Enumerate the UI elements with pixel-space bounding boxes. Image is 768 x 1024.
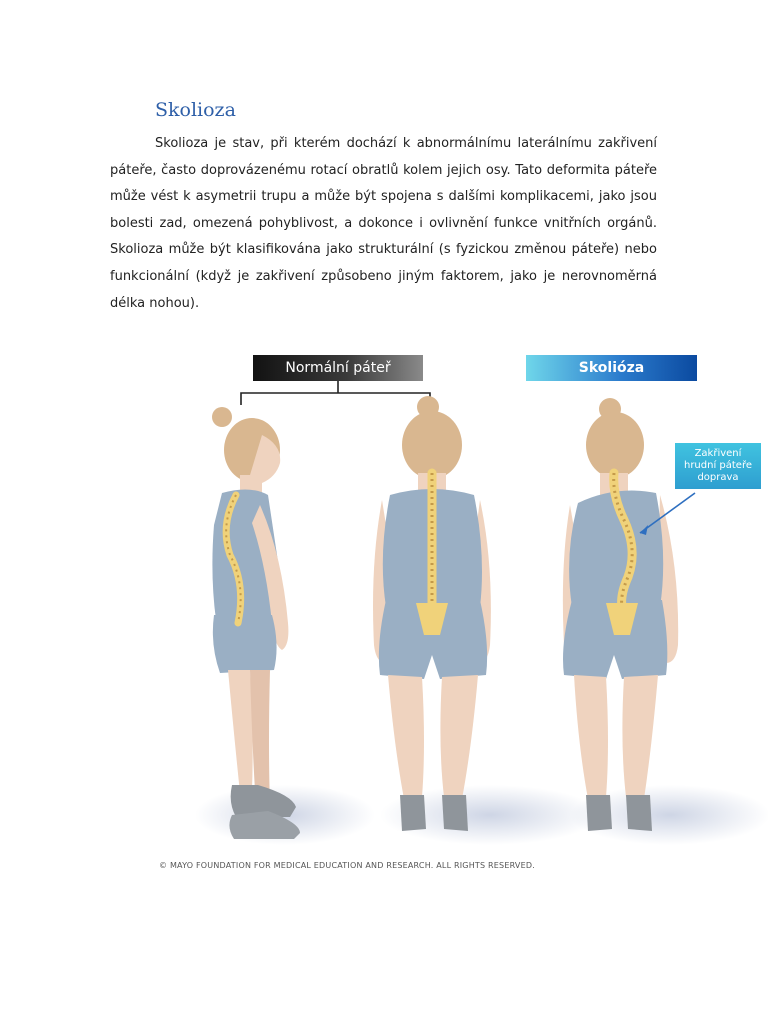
figures-artwork (150, 345, 768, 885)
spine-illustration (150, 345, 768, 885)
callout-thoracic-curve: Zakřivení hrudní páteře doprava (675, 443, 761, 489)
body-paragraph (110, 131, 657, 317)
label-scoliosis: Skolióza (526, 355, 697, 381)
bracket (241, 381, 430, 405)
copyright-caption: © MAYO FOUNDATION FOR MEDICAL EDUCATION AND RESEARCH. ALL RIGHTS RESERVED. (159, 861, 535, 870)
figure-side-view (195, 407, 375, 845)
label-normal-spine: Normální páteř (253, 355, 423, 381)
paragraph-text: Skolioza je stav, při kterém dochází k abnormálnímu laterálnímu zakřivení páteře, často doprovázenému rotací obratlů kolem jejich osy. Tato deformita páteře může vést k asymetrii trupu a může být spojena s dalšími komplikacemi, jako jsou bolesti zad, omezená pohyblivost, a dokonce i ovlivnění funkce vnitřních orgánů. Skolioza může být klasifikována jako strukturální (s fyzickou změnou páteře) nebo funkcionální (když je zakřivení způsobeno jiným faktorem, jako je nerovnoměrná délka nohou). (110, 136, 657, 311)
section-heading: Skolioza (155, 99, 236, 121)
